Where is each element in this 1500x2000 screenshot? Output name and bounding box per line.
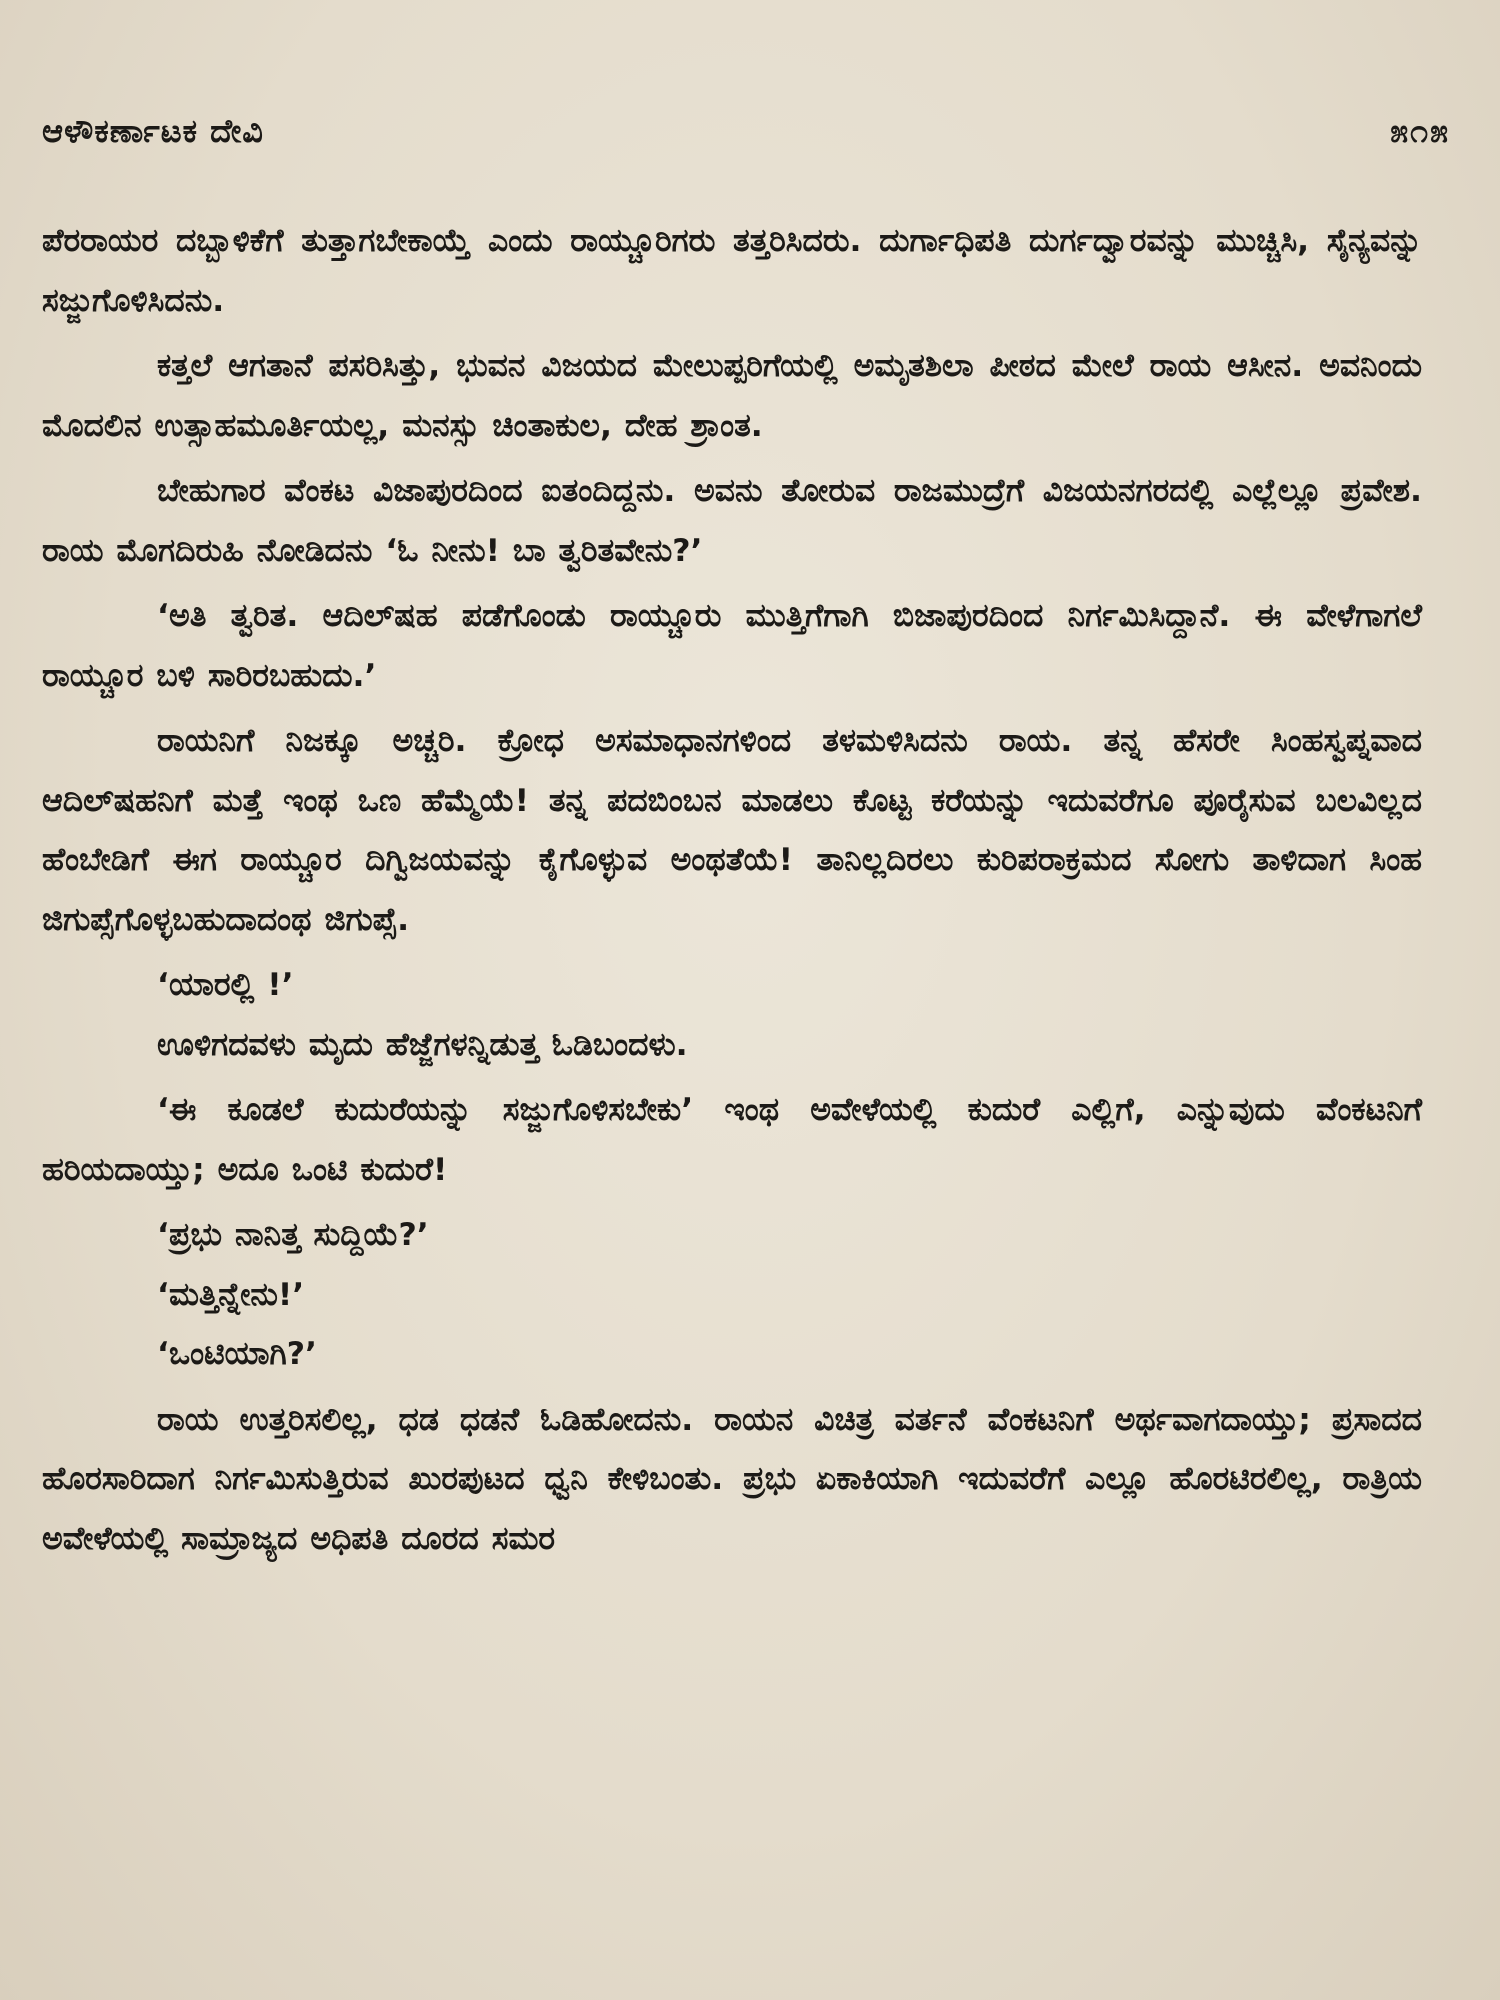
- paragraph-9: ‘ಪ್ರಭು ನಾನಿತ್ತ ಸುದ್ದಿಯೆ?’: [157, 1217, 429, 1253]
- paragraph-2: ಕತ್ತಲೆ ಆಗತಾನೆ ಪಸರಿಸಿತ್ತು, ಭುವನ ವಿಜಯದ ಮೇಲುಪ್ಪರಿಗೆಯಲ್ಲಿ ಅಮೃತಶಿಲಾ ಪೀಠದ ಮೇಲೆ ರಾಯ ಆಸೀನ. ಅವನಿಂದು ಮೊದಲಿನ ಉತ್ಸಾಹಮೂರ್ತಿಯಲ್ಲ, ಮನಸ್ಸು ಚಿಂತಾಕುಲ, ದೇಹ ಶ್ರಾಂತ.: [42, 348, 1422, 444]
- paragraph-5: ರಾಯನಿಗೆ ನಿಜಕ್ಕೂ ಅಚ್ಚರಿ. ಕ್ರೋಧ ಅಸಮಾಧಾನಗಳಿಂದ ತಳಮಳಿಸಿದನು ರಾಯ. ತನ್ನ ಹೆಸರೇ ಸಿಂಹಸ್ವಪ್ನವಾದ ಆದಿಲ್‌ಷಹನಿಗೆ ಮತ್ತೆ ಇಂಥ ಒಣ ಹೆಮ್ಮೆಯೆ! ತನ್ನ ಪದಬಿಂಬನ ಮಾಡಲು ಕೊಟ್ಟ ಕರೆಯನ್ನು ಇದುವರೆಗೂ ಪೂರೈಸುವ ಬಲವಿಲ್ಲದ ಹೆಂಬೇಡಿಗೆ ಈಗ ರಾಯ್ಚೂರ ದಿಗ್ವಿಜಯವನ್ನು ಕೈಗೊಳ್ಳುವ ಅಂಥತೆಯೆ! ತಾನಿಲ್ಲದಿರಲು ಕುರಿಪರಾಕ್ರಮದ ಸೋಗು ತಾಳಿದಾಗ ಸಿಂಹ ಜಿಗುಪ್ಸೆಗೊಳ್ಳಬಹುದಾದಂಥ ಜಿಗುಪ್ಸೆ.: [42, 723, 1422, 938]
- paragraph-1: ಪೆರರಾಯರ ದಬ್ಬಾಳಿಕೆಗೆ ತುತ್ತಾಗಬೇಕಾಯ್ತೆ ಎಂದು ರಾಯ್ಚೂರಿಗರು ತತ್ತರಿಸಿದರು. ದುರ್ಗಾಧಿಪತಿ ದುರ್ಗದ್ವಾರವನ್ನು ಮುಚ್ಚಿಸಿ, ಸೈನ್ಯವನ್ನು ಸಜ್ಜುಗೊಳಿಸಿದನು.: [42, 223, 1422, 319]
- paragraph-7: ಊಳಿಗದವಳು ಮೃದು ಹೆಜ್ಜೆಗಳನ್ನಿಡುತ್ತ ಓಡಿಬಂದಳು.: [157, 1026, 688, 1063]
- running-title: ಆಳೌಕರ್ಣಾಟಕ ದೇವಿ: [42, 112, 264, 150]
- paragraph-8: ‘ಈ ಕೂಡಲೆ ಕುದುರೆಯನ್ನು ಸಜ್ಜುಗೊಳಿಸಬೇಕು’ ಇಂಥ ಅವೇಳೆಯಲ್ಲಿ ಕುದುರೆ ಎಲ್ಲಿಗೆ, ಎನ್ನುವುದು ವೆಂಕಟನಿಗೆ ಹರಿಯದಾಯ್ತು; ಅದೂ ಒಂಟಿ ಕುದುರೆ!: [42, 1092, 1422, 1188]
- paragraph-4: ‘ಅತಿ ತ್ವರಿತ. ಆದಿಲ್‌ಷಹ ಪಡೆಗೊಂಡು ರಾಯ್ಚೂರು ಮುತ್ತಿಗೆಗಾಗಿ ಬಿಜಾಪುರದಿಂದ ನಿರ್ಗಮಿಸಿದ್ದಾನೆ. ಈ ವೇಳೆಗಾಗಲೆ ರಾಯ್ಚೂರ ಬಳಿ ಸಾರಿರಬಹುದು.’: [42, 598, 1422, 694]
- paragraph-11: ‘ಒಂಟಿಯಾಗಿ?’: [157, 1336, 317, 1372]
- paragraph-6: ‘ಯಾರಲ್ಲಿ !’: [157, 967, 294, 1003]
- paragraph-12: ರಾಯ ಉತ್ತರಿಸಲಿಲ್ಲ, ಧಡ ಧಡನೆ ಓಡಿಹೋದನು. ರಾಯನ ವಿಚಿತ್ರ ವರ್ತನೆ ವೆಂಕಟನಿಗೆ ಅರ್ಥವಾಗದಾಯ್ತು; ಪ್ರಸಾದದ ಹೊರಸಾರಿದಾಗ ನಿರ್ಗಮಿಸುತ್ತಿರುವ ಖುರಪುಟದ ಧ್ವನಿ ಕೇಳಿಬಂತು. ಪ್ರಭು ಏಕಾಕಿಯಾಗಿ ಇದುವರೆಗೆ ಎಲ್ಲೂ ಹೊರಟಿರಲಿಲ್ಲ, ರಾತ್ರಿಯ ಅವೇಳೆಯಲ್ಲಿ ಸಾಮ್ರಾಜ್ಯದ ಅಧಿಪತಿ ದೂರದ ಸಮರ: [42, 1401, 1422, 1557]
- paragraph-10: ‘ಮತ್ತಿನ್ನೇನು!’: [157, 1276, 305, 1313]
- paragraph-3: ಬೇಹುಗಾರ ವೆಂಕಟ ವಿಜಾಪುರದಿಂದ ಐತಂದಿದ್ದನು. ಅವನು ತೋರುವ ರಾಜಮುದ್ರೆಗೆ ವಿಜಯನಗರದಲ್ಲಿ ಎಲ್ಲೆಲ್ಲೂ ಪ್ರವೇಶ. ರಾಯ ಮೊಗದಿರುಹಿ ನೋಡಿದನು ‘ಓ ನೀನು! ಬಾ ತ್ವರಿತವೇನು?’: [42, 473, 1422, 569]
- body-text: [42, 212, 1422, 1575]
- page-header: [42, 112, 1450, 156]
- page-number: ೫೧೫: [1390, 112, 1450, 150]
